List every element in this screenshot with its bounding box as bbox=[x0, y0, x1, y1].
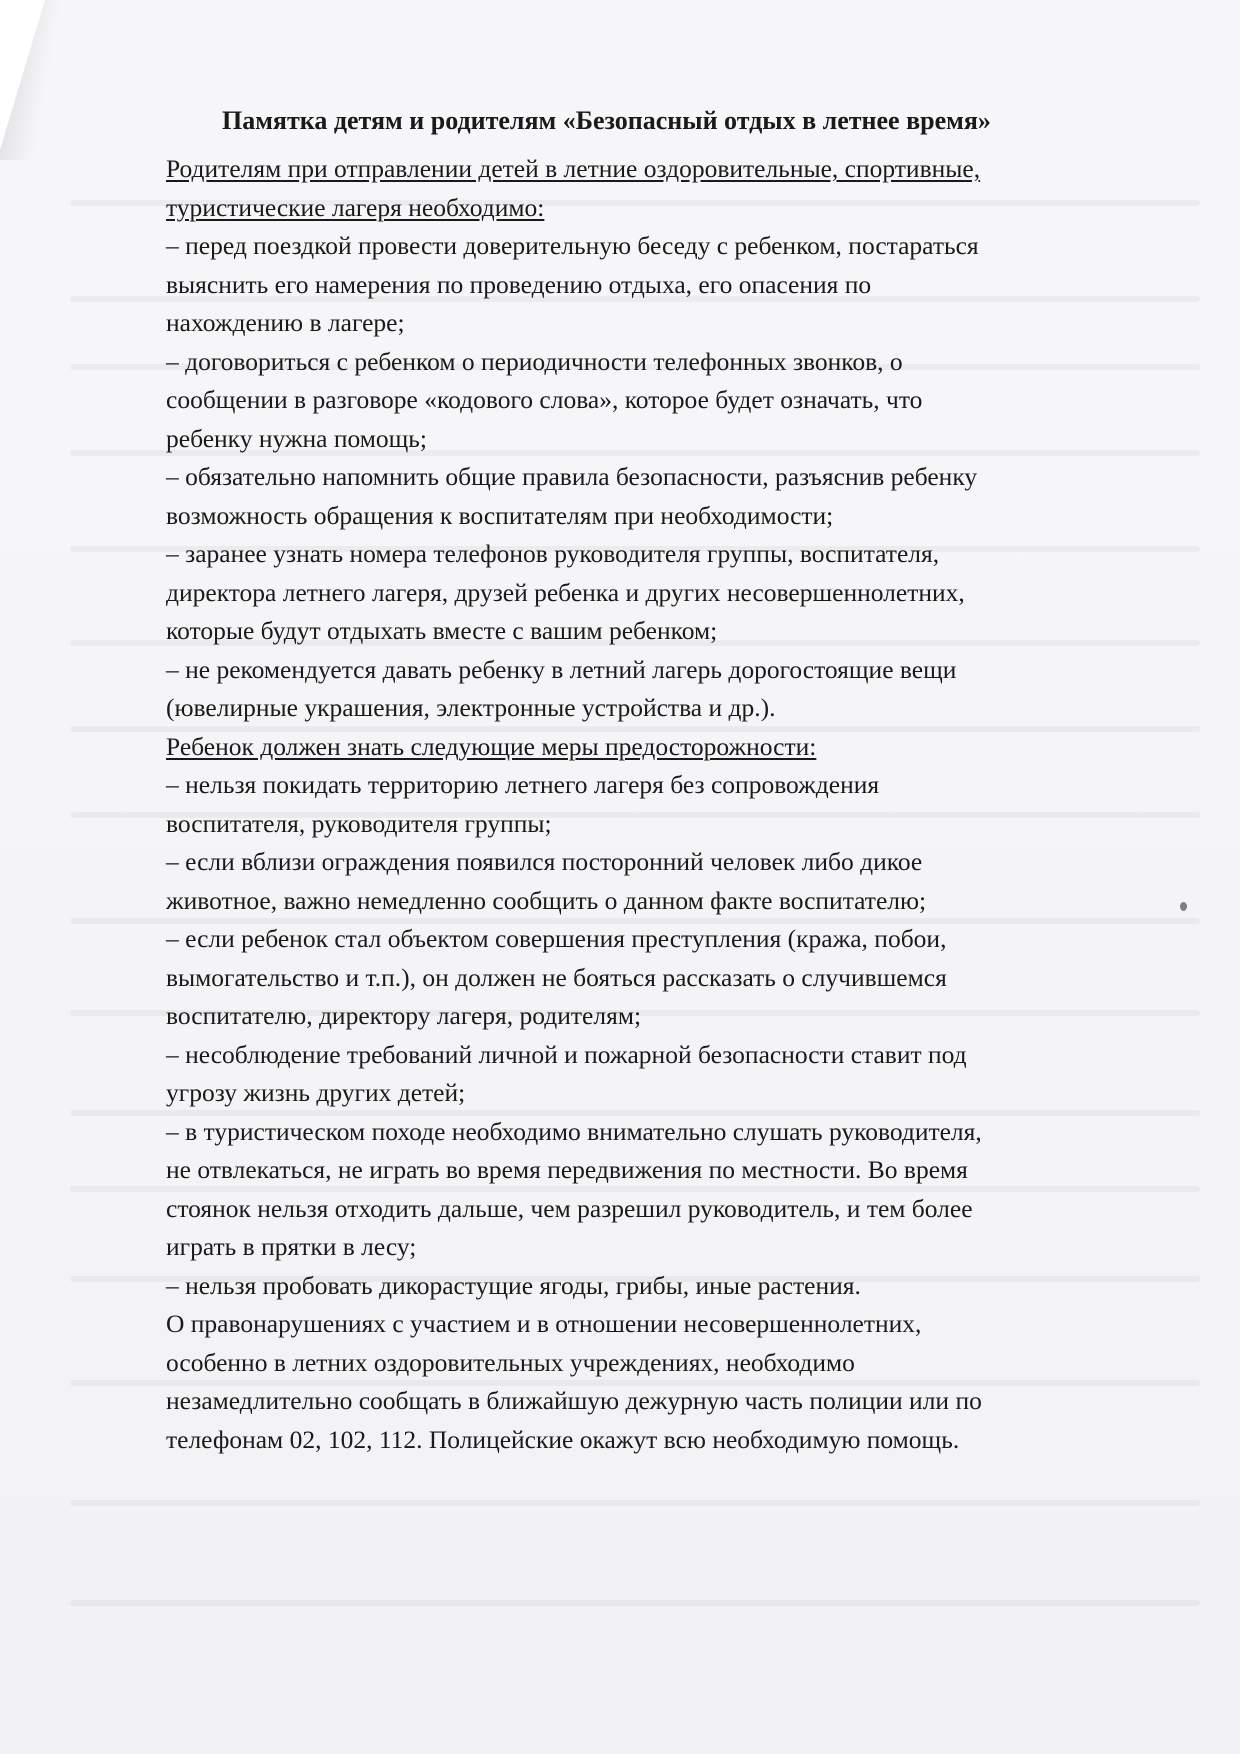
parents-item-line: которые будут отдыхать вместе с вашим ребенком; bbox=[166, 616, 718, 645]
child-item-line: – несоблюдение требований личной и пожарной безопасности ставит под bbox=[166, 1039, 967, 1069]
parents-item-line: – обязательно напомнить общие правила безопасности, разъяснив ребенку bbox=[166, 462, 978, 491]
parents-item-line: возможность обращения к воспитателям при необходимости; bbox=[166, 500, 834, 530]
child-item-line: вымогательство и т.п.), он должен не бояться рассказать о случившемся bbox=[166, 962, 947, 992]
child-item-line: – если вблизи ограждения появился посторонний человек либо дикое bbox=[166, 847, 923, 876]
child-section bbox=[166, 728, 1121, 1306]
child-item-line: не отвлекаться, не играть во время передвижения по местности. Во время bbox=[166, 1155, 968, 1184]
parents-heading-line: туристические лагеря необходимо: bbox=[166, 192, 545, 222]
closing-line: телефонам 02, 102, 112. Полицейские окажут всю необходимую помощь. bbox=[166, 1424, 960, 1454]
parents-item-line: сообщении в разговоре «кодового слова», которое будет означать, что bbox=[166, 385, 923, 414]
closing-line: О правонарушениях с участием и в отношении несовершеннолетних, bbox=[166, 1309, 922, 1338]
child-item-line: – в туристическом походе необходимо внимательно слушать руководителя, bbox=[166, 1116, 982, 1146]
child-item-line: – нельзя покидать территорию летнего лагеря без сопровождения bbox=[166, 770, 880, 799]
memo-document bbox=[166, 104, 1121, 1459]
parents-section bbox=[166, 150, 1121, 728]
parents-item-line: ребенку нужна помощь; bbox=[166, 423, 427, 453]
parents-item-line: нахождению в лагере; bbox=[166, 308, 405, 337]
parents-item-line: – заранее узнать номера телефонов руководителя группы, воспитателя, bbox=[166, 539, 940, 568]
parents-item-line: – перед поездкой провести доверительную беседу с ребенком, постараться bbox=[166, 231, 979, 260]
scan-speck bbox=[1180, 902, 1187, 911]
child-heading-line: Ребенок должен знать следующие меры предосторожности: bbox=[166, 731, 817, 761]
child-item-line: – нельзя пробовать дикорастущие ягоды, грибы, иные растения. bbox=[166, 1270, 861, 1300]
child-item-line: играть в прятки в лесу; bbox=[166, 1232, 417, 1261]
show-through-line bbox=[70, 1500, 1200, 1506]
parents-heading-line: Родителям при отправлении детей в летние оздоровительные, спортивные, bbox=[166, 154, 981, 183]
child-item-line: угрозу жизнь других детей; bbox=[166, 1078, 466, 1107]
child-item-line: – если ребенок стал объектом совершения преступления (кража, побои, bbox=[166, 924, 947, 953]
child-item-line: стоянок нельзя отходить дальше, чем разрешил руководитель, и тем более bbox=[166, 1193, 973, 1223]
document-title: Памятка детям и родителям «Безопасный отдых в летнее время» bbox=[222, 106, 991, 135]
closing-line: незамедлительно сообщать в ближайшую дежурную часть полиции или по bbox=[166, 1386, 982, 1415]
child-item-line: воспитателю, директору лагеря, родителям; bbox=[166, 1001, 642, 1030]
parents-item-line: директора летнего лагеря, друзей ребенка и других несовершеннолетних, bbox=[166, 577, 965, 607]
parents-item-line: выяснить его намерения по проведению отдыха, его опасения по bbox=[166, 269, 872, 299]
parents-item-line: (ювелирные украшения, электронные устройства и др.). bbox=[166, 693, 776, 722]
parents-item-line: – не рекомендуется давать ребенку в летний лагерь дорогостоящие вещи bbox=[166, 654, 957, 684]
folded-corner bbox=[0, 0, 45, 150]
child-item-line: воспитателя, руководителя группы; bbox=[166, 808, 552, 838]
parents-item-line: – договориться с ребенком о периодичности телефонных звонков, о bbox=[166, 346, 903, 376]
closing-line: особенно в летних оздоровительных учреждениях, необходимо bbox=[166, 1347, 855, 1377]
closing-paragraph bbox=[166, 1305, 1121, 1459]
show-through-line bbox=[70, 1600, 1200, 1606]
child-item-line: животное, важно немедленно сообщить о данном факте воспитателю; bbox=[166, 885, 927, 915]
